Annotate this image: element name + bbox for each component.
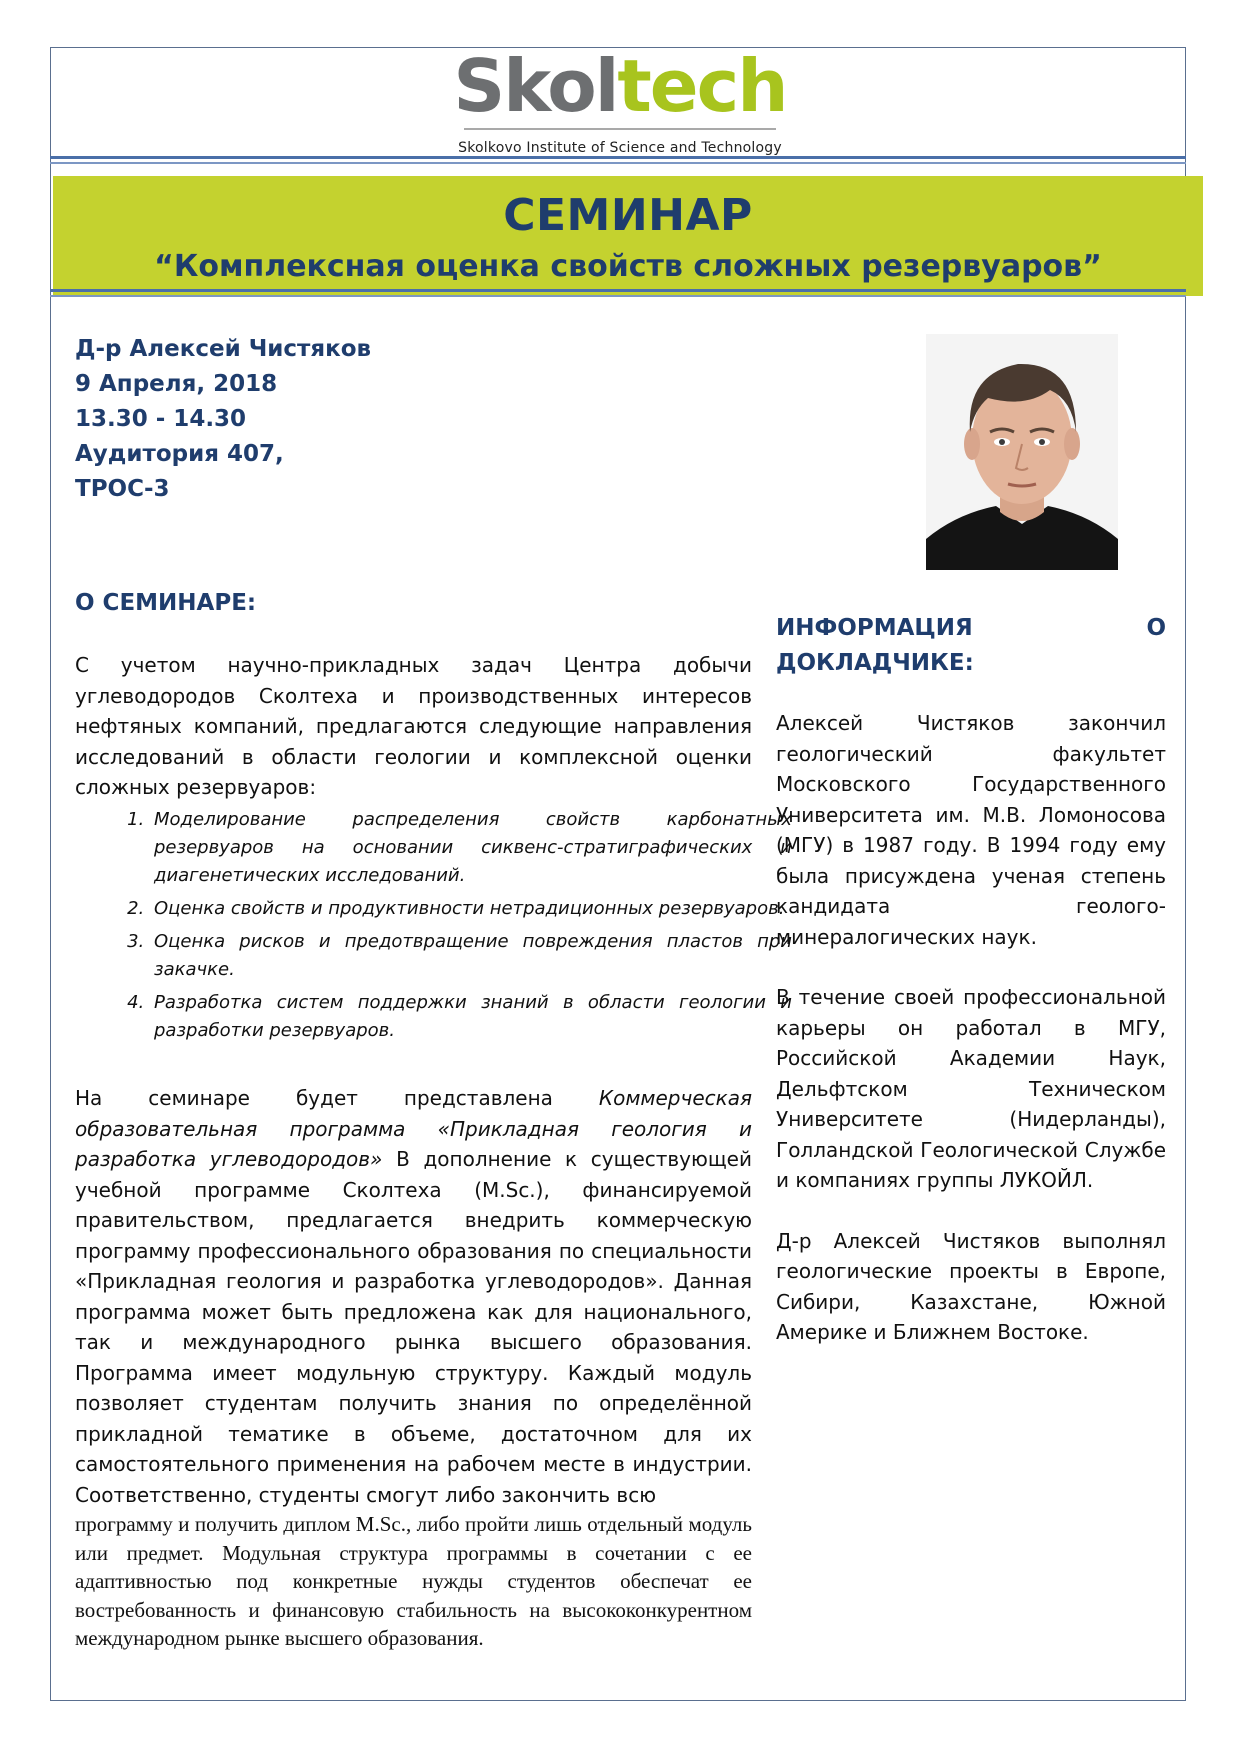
list-item: 3. Оценка рисков и предотвращение повреждения пластов при закачке. — [150, 928, 792, 984]
bio-career: В течение своей профессиональной карьеры он работал в МГУ, Российской Академии Наук, Дельфтском Техническом Университете (Нидерланды), Голландской Геологической Службе и компаниях группы ЛУКОЙЛ. — [776, 985, 1166, 1192]
event-building: ТРОС-3 — [75, 476, 170, 502]
header-divider — [50, 156, 1186, 164]
research-directions-list — [110, 806, 792, 1050]
list-item: 2. Оценка свойств и продуктивности нетрадиционных резервуаров. — [150, 895, 792, 923]
list-item: 4. Разработка систем поддержки знаний в области геологии и разработки резервуаров. — [150, 989, 792, 1045]
bio-projects: Д-р Алексей Чистяков выполнял геологические проекты в Европе, Сибири, Казахстане, Южной Америке и Ближнем Востоке. — [776, 1228, 1166, 1344]
event-room: Аудитория 407, — [75, 441, 284, 467]
speaker-bio — [776, 708, 1166, 1378]
event-date: 9 Апреля, 2018 — [75, 371, 278, 397]
event-time: 13.30 - 14.30 — [75, 406, 247, 432]
banner-title: СЕМИНАР — [503, 190, 753, 241]
logo-subtitle: Skolkovo Institute of Science and Technology — [458, 140, 782, 156]
banner-divider — [50, 289, 1186, 297]
bio-education: Алексей Чистяков закончил геологический факультет Московского Государственного Университета им. М.В. Ломоносова (МГУ) в 1987 году. В 1994 году ему была присуждена ученая степень кандидата геолого-минералогических наук. — [776, 711, 1166, 949]
program-paragraph: На семинаре будет представлена Коммерческая образовательная программа «Прикладная геология и разработка углеводородов» В дополнение к существующей учебной программе Сколтеха (M.Sc.), финансируемой правительством, предлагается внедрить коммерческую программу профессионального образования по специальности «Прикладная геология и разработка углеводородов». Данная программа может быть предложена как для национального, так и международного рынка высшего образования. Программа имеет модульную структуру. Каждый модуль позволяет студентам получить знания по определённой прикладной тематике в объеме, достаточном для их самостоятельного применения на рабочем месте в индустрии. Соответственно, студенты смогут либо закончить всю — [75, 1086, 752, 1507]
logo-wordmark: Skoltech — [453, 44, 787, 128]
list-item: 1. Моделирование распределения свойств карбонатных резервуаров на основании сиквенс-стратиграфических и диагенетических исследований. — [150, 806, 792, 890]
about-heading: О СЕМИНАРЕ: — [75, 590, 257, 616]
logo-underline — [464, 128, 776, 130]
portrait-illustration — [926, 334, 1118, 570]
speaker-name: Д-р Алексей Чистяков — [75, 336, 372, 362]
speaker-photo — [926, 334, 1118, 570]
speaker-info-heading: ИНФОРМАЦИЯ О ДОКЛАДЧИКЕ: — [776, 615, 1166, 676]
event-details — [75, 332, 371, 507]
program-paragraph-continued: программу и получить диплом M.Sc., либо пройти лишь отдельный модуль или предмет. Модульная структура программы в сочетании с ее адаптивностью под конкретные нужды студентов обеспечат ее востребованность и финансовую стабильность на высококонкурентном международном рынке высшего образования. — [75, 1512, 752, 1650]
seminar-banner — [53, 176, 1203, 296]
banner-subtitle: “Комплексная оценка свойств сложных резервуаров” — [154, 249, 1102, 284]
skoltech-logo — [0, 44, 1240, 156]
about-intro: С учетом научно-прикладных задач Центра добычи углеводородов Сколтеха и производственных интересов нефтяных компаний, предлагаются следующие направления исследований в области геологии и комплексной оценки сложных резервуаров: — [75, 653, 752, 799]
